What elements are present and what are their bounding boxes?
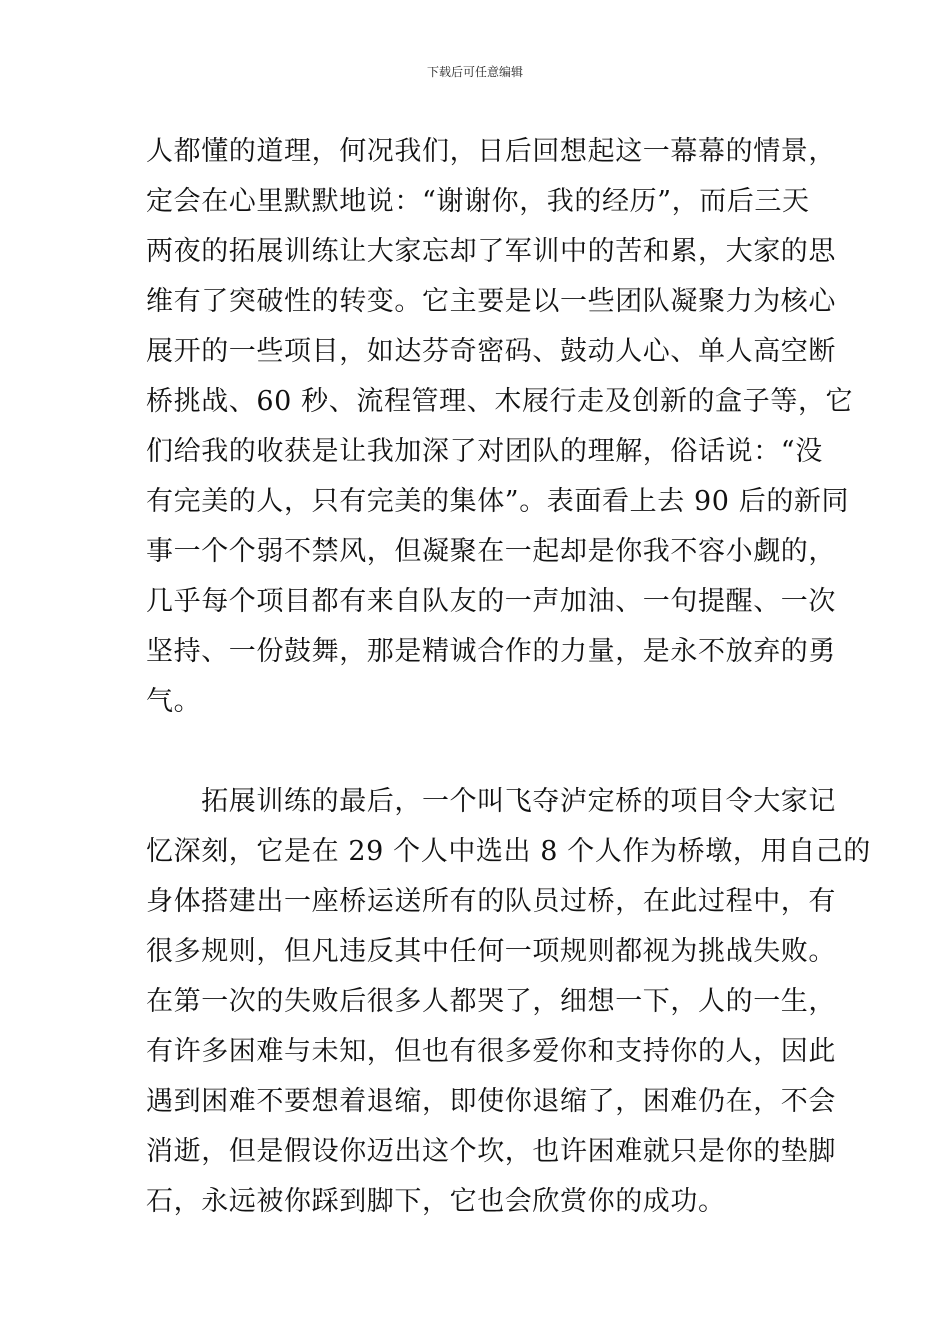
text-line: 有完美的人，只有完美的集体”。表面看上去 90 后的新同 <box>146 486 850 517</box>
text-line: 们给我的收获是让我加深了对团队的理解，俗话说：“没 <box>146 436 823 467</box>
text-line: 坚持、一份鼓舞，那是精诚合作的力量，是永不放弃的勇 <box>146 636 836 667</box>
text-line: 有许多困难与未知，但也有很多爱你和支持你的人，因此 <box>146 1036 836 1067</box>
text-line: 几乎每个项目都有来自队友的一声加油、一句提醒、一次 <box>146 586 836 617</box>
text-line: 身体搭建出一座桥运送所有的队员过桥，在此过程中，有 <box>146 886 836 917</box>
text-line: 两夜的拓展训练让大家忘却了军训中的苦和累，大家的思 <box>146 236 836 267</box>
text-line: 展开的一些项目，如达芬奇密码、鼓动人心、单人高空断 <box>146 336 836 367</box>
text-line: 在第一次的失败后很多人都哭了，细想一下，人的一生， <box>146 986 836 1017</box>
text-line: 桥挑战、60 秒、流程管理、木屐行走及创新的盒子等，它 <box>146 386 854 417</box>
text-line: 很多规则，但凡违反其中任何一项规则都视为挑战失败。 <box>146 936 836 967</box>
text-line: 石，永远被你踩到脚下，它也会欣赏你的成功。 <box>146 1186 726 1217</box>
text-line: 遇到困难不要想着退缩，即使你退缩了，困难仍在，不会 <box>146 1086 836 1117</box>
text-line: 维有了突破性的转变。它主要是以一些团队凝聚力为核心 <box>146 286 836 317</box>
text-line: 气。 <box>146 686 202 717</box>
text-line: 事一个个弱不禁风，但凝聚在一起却是你我不容小觑的， <box>146 536 836 567</box>
text-line: 忆深刻，它是在 29 个人中选出 8 个人作为桥墩，用自己的 <box>146 836 871 867</box>
text-line: 消逝，但是假设你迈出这个坎，也许困难就只是你的垫脚 <box>146 1136 836 1167</box>
text-line: 定会在心里默默地说：“谢谢你，我的经历”，而后三天 <box>146 186 810 217</box>
text-line: 人都懂的道理，何况我们，日后回想起这一幕幕的情景， <box>146 136 836 167</box>
page-header: 下载后可任意编辑 <box>426 65 523 79</box>
text-line: 拓展训练的最后，一个叫飞夺泸定桥的项目令大家记 <box>146 786 836 817</box>
